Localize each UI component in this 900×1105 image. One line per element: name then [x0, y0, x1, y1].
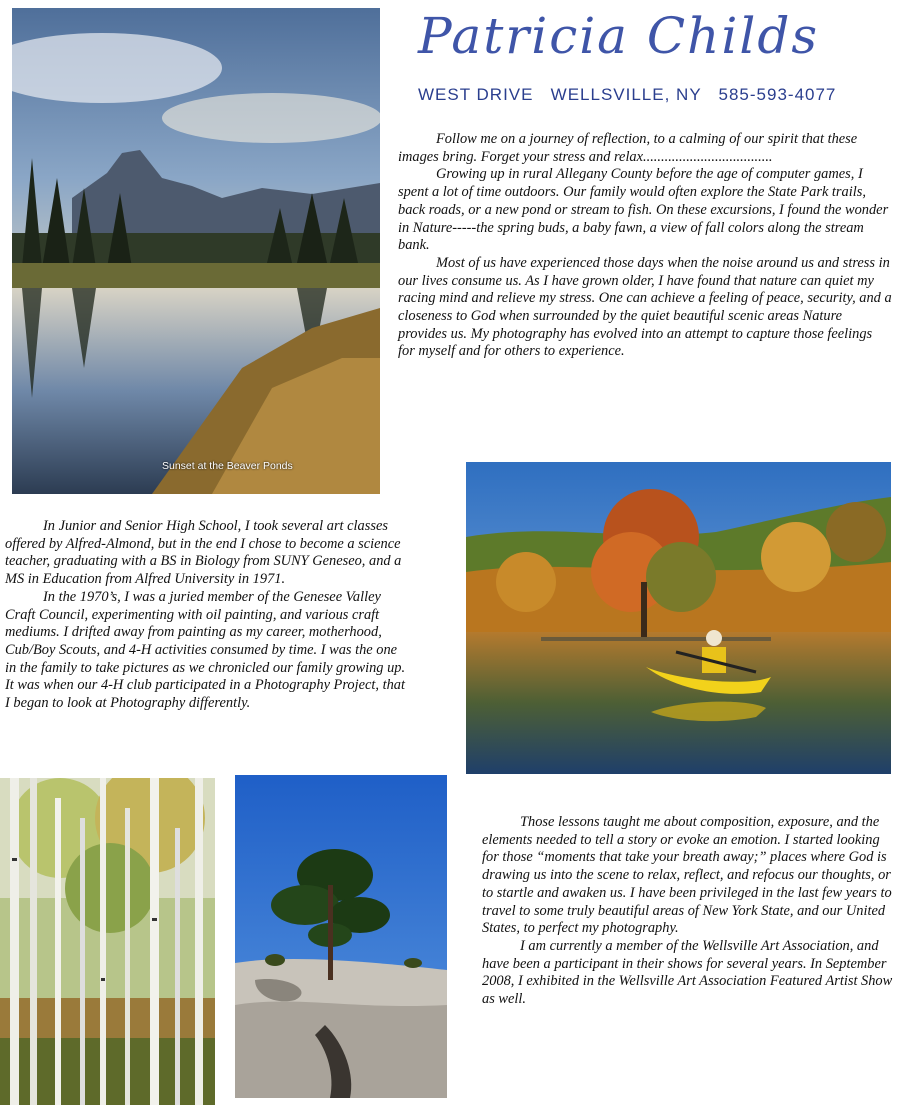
intro-paragraph: Growing up in rural Allegany County before the age of computer games, I spent a lot of time outdoors. Our family would often explore the State Park trails, back roads, or a new pond or stream to fish. On these excursions, I found the wonder in Nature-----the spring buds, a baby fawn, a view of fall colors along the stream bank.	[398, 166, 889, 254]
photo-caption: Sunset at the Beaver Ponds	[162, 460, 293, 472]
school-paragraph: In the 1970’s, I was a juried member of the Genesee Valley Craft Council, experimenting with oil painting, and various craft mediums. I drifted away from painting as my career, motherhood, Cub/Boy Scouts, and 4-H activities consumed by time. I was the one in the family to take pictures as we chronicled our family growing up. It was when our 4-H club participated in a Photography Project, that I began to look at Photography differently.	[5, 588, 406, 712]
lessons-text	[482, 814, 894, 1009]
lessons-paragraph: I am currently a member of the Wellsville Art Association, and have been a participant in their shows for several years. In September 2008, I exhibited in the Wellsville Art Association Featured Artist Show as well.	[482, 937, 893, 1008]
intro-text	[398, 131, 892, 361]
intro-paragraph: Follow me on a journey of reflection, to a calming of our spirit that these images bring. Forget your stress and relax....................................	[398, 131, 858, 165]
photo-sunset-beaver-ponds	[12, 8, 380, 494]
photo-aspen-forest	[0, 778, 215, 1105]
school-paragraph: In Junior and Senior High School, I took several art classes offered by Alfred-Almond, but in the end I chose to become a science teacher, graduating with a BS in Biology from SUNY Geneseo, and a MS in Education from Alfred University in 1971.	[5, 518, 402, 588]
artist-name: Patricia Childs	[418, 7, 819, 65]
lessons-paragraph: Those lessons taught me about composition, exposure, and the elements needed to tell a story or evoke an emotion. I started looking for those “moments that take your breath away;” places where God is drawing us into the scene to relax, reflect, and refocus our thoughts, or to startle and awaken us. I have been privileged in the last few years to travel to some truly beautiful areas of New York State, and our United States, to perfect my photography.	[482, 814, 892, 937]
photo-kayak-lake	[466, 462, 891, 774]
photo-lone-pine	[235, 775, 447, 1098]
intro-paragraph: Most of us have experienced those days when the noise around us and stress in our lives consume us. As I have grown older, I have found that nature can quiet my racing mind and relieve my stress. One can achieve a feeling of peace, security, and a closeness to God when surrounded by the quiet beautiful scenic areas Nature provides us. My photography has evolved into an attempt to capture those feelings for myself and for others to experience.	[398, 254, 892, 360]
school-text	[5, 518, 410, 713]
artist-address: WEST DRIVE WELLSVILLE, NY 585-593-4077	[418, 85, 837, 104]
